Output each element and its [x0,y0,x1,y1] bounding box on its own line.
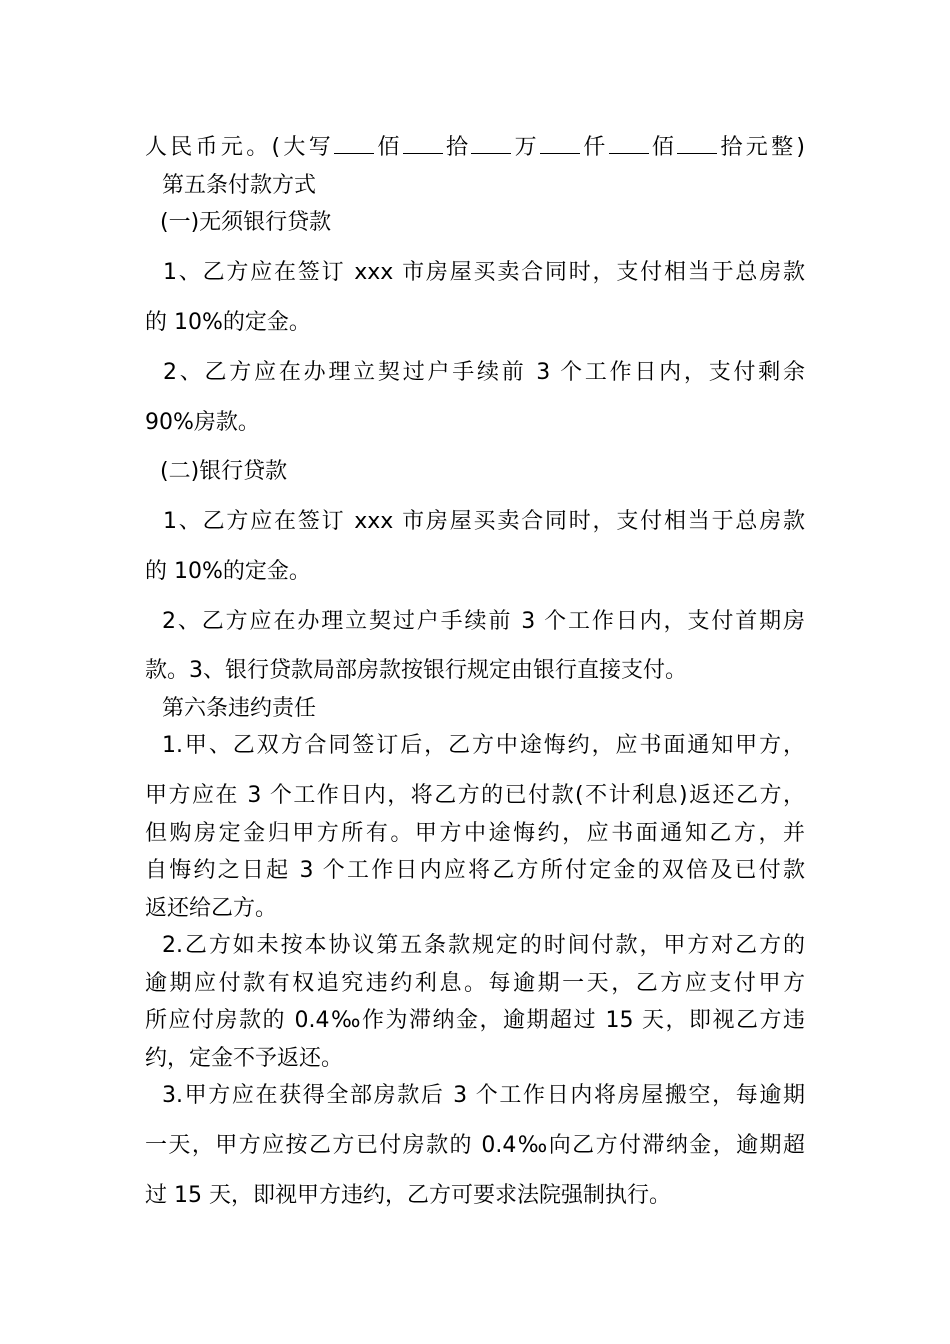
paragraph-line: 自悔约之日起 3 个工作日内应将乙方所付定金的双倍及已付款 [145,858,805,883]
paragraph-line: 2.乙方如未按本协议第五条款规定的时间付款，甲方对乙方的 [162,933,805,958]
paragraph-line: 款。3、银行贷款局部房款按银行规定由银行直接支付。 [145,658,687,683]
paragraph-line: 1、乙方应在签订 xxx 市房屋买卖合同时，支付相当于总房款 [163,509,805,534]
amount-blank[interactable] [677,133,717,154]
paragraph-line: 3.甲方应在获得全部房款后 3 个工作日内将房屋搬空，每逾期 [162,1083,805,1108]
unit-label: 佰 [374,135,403,160]
paragraph-line: 返还给乙方。 [145,896,278,921]
paragraph-line: 过 15 天，即视甲方违约，乙方可要求法院强制执行。 [145,1183,671,1208]
unit-label: 拾元整) [717,135,805,160]
amount-blank[interactable] [540,133,580,154]
paragraph-line: 90%房款。 [145,410,260,435]
amount-blank[interactable] [334,133,374,154]
paragraph-line: 一天，甲方应按乙方已付房款的 0.4‰向乙方付滞纳金，逾期超 [145,1133,805,1158]
paragraph-line: 逾期应付款有权追究违约利息。每逾期一天，乙方应支付甲方 [145,971,805,996]
paragraph-line: 所应付房款的 0.4‰作为滞纳金，逾期超过 15 天，即视乙方违 [145,1008,805,1033]
paragraph-line: 的 10%的定金。 [145,559,311,584]
paragraph-line: 甲方应在 3 个工作日内，将乙方的已付款(不计利息)返还乙方， [145,783,805,808]
unit-label: 万 [511,135,540,160]
unit-label: 拾 [442,135,472,160]
paragraph-line: 的 10%的定金。 [145,310,311,335]
amount-line [145,133,805,163]
paragraph-line: 2、乙方应在办理立契过户手续前 3 个工作日内，支付首期房 [162,609,805,634]
paragraph-line: 但购房定金归甲方所有。甲方中途悔约，应书面通知乙方，并 [145,821,805,846]
paragraph-line: 2、乙方应在办理立契过户手续前 3 个工作日内，支付剩余 [163,360,805,385]
paragraph-line: 1.甲、乙双方合同签订后，乙方中途悔约，应书面通知甲方， [162,733,805,758]
subsection-heading: (二)银行贷款 [160,459,288,484]
section-heading: 第六条违约责任 [162,696,317,721]
amount-blank[interactable] [609,133,649,154]
paragraph-line: 1、乙方应在签订 xxx 市房屋买卖合同时，支付相当于总房款 [163,260,805,285]
subsection-heading: (一)无须银行贷款 [160,210,332,235]
unit-label: 佰 [648,135,678,160]
unit-label: 仟 [579,135,609,160]
amount-lead: 人民币元。(大写 [145,135,335,160]
amount-blank[interactable] [471,133,511,154]
paragraph-line: 约，定金不予返还。 [145,1046,344,1071]
amount-blank[interactable] [403,133,443,154]
section-heading: 第五条付款方式 [162,173,317,198]
